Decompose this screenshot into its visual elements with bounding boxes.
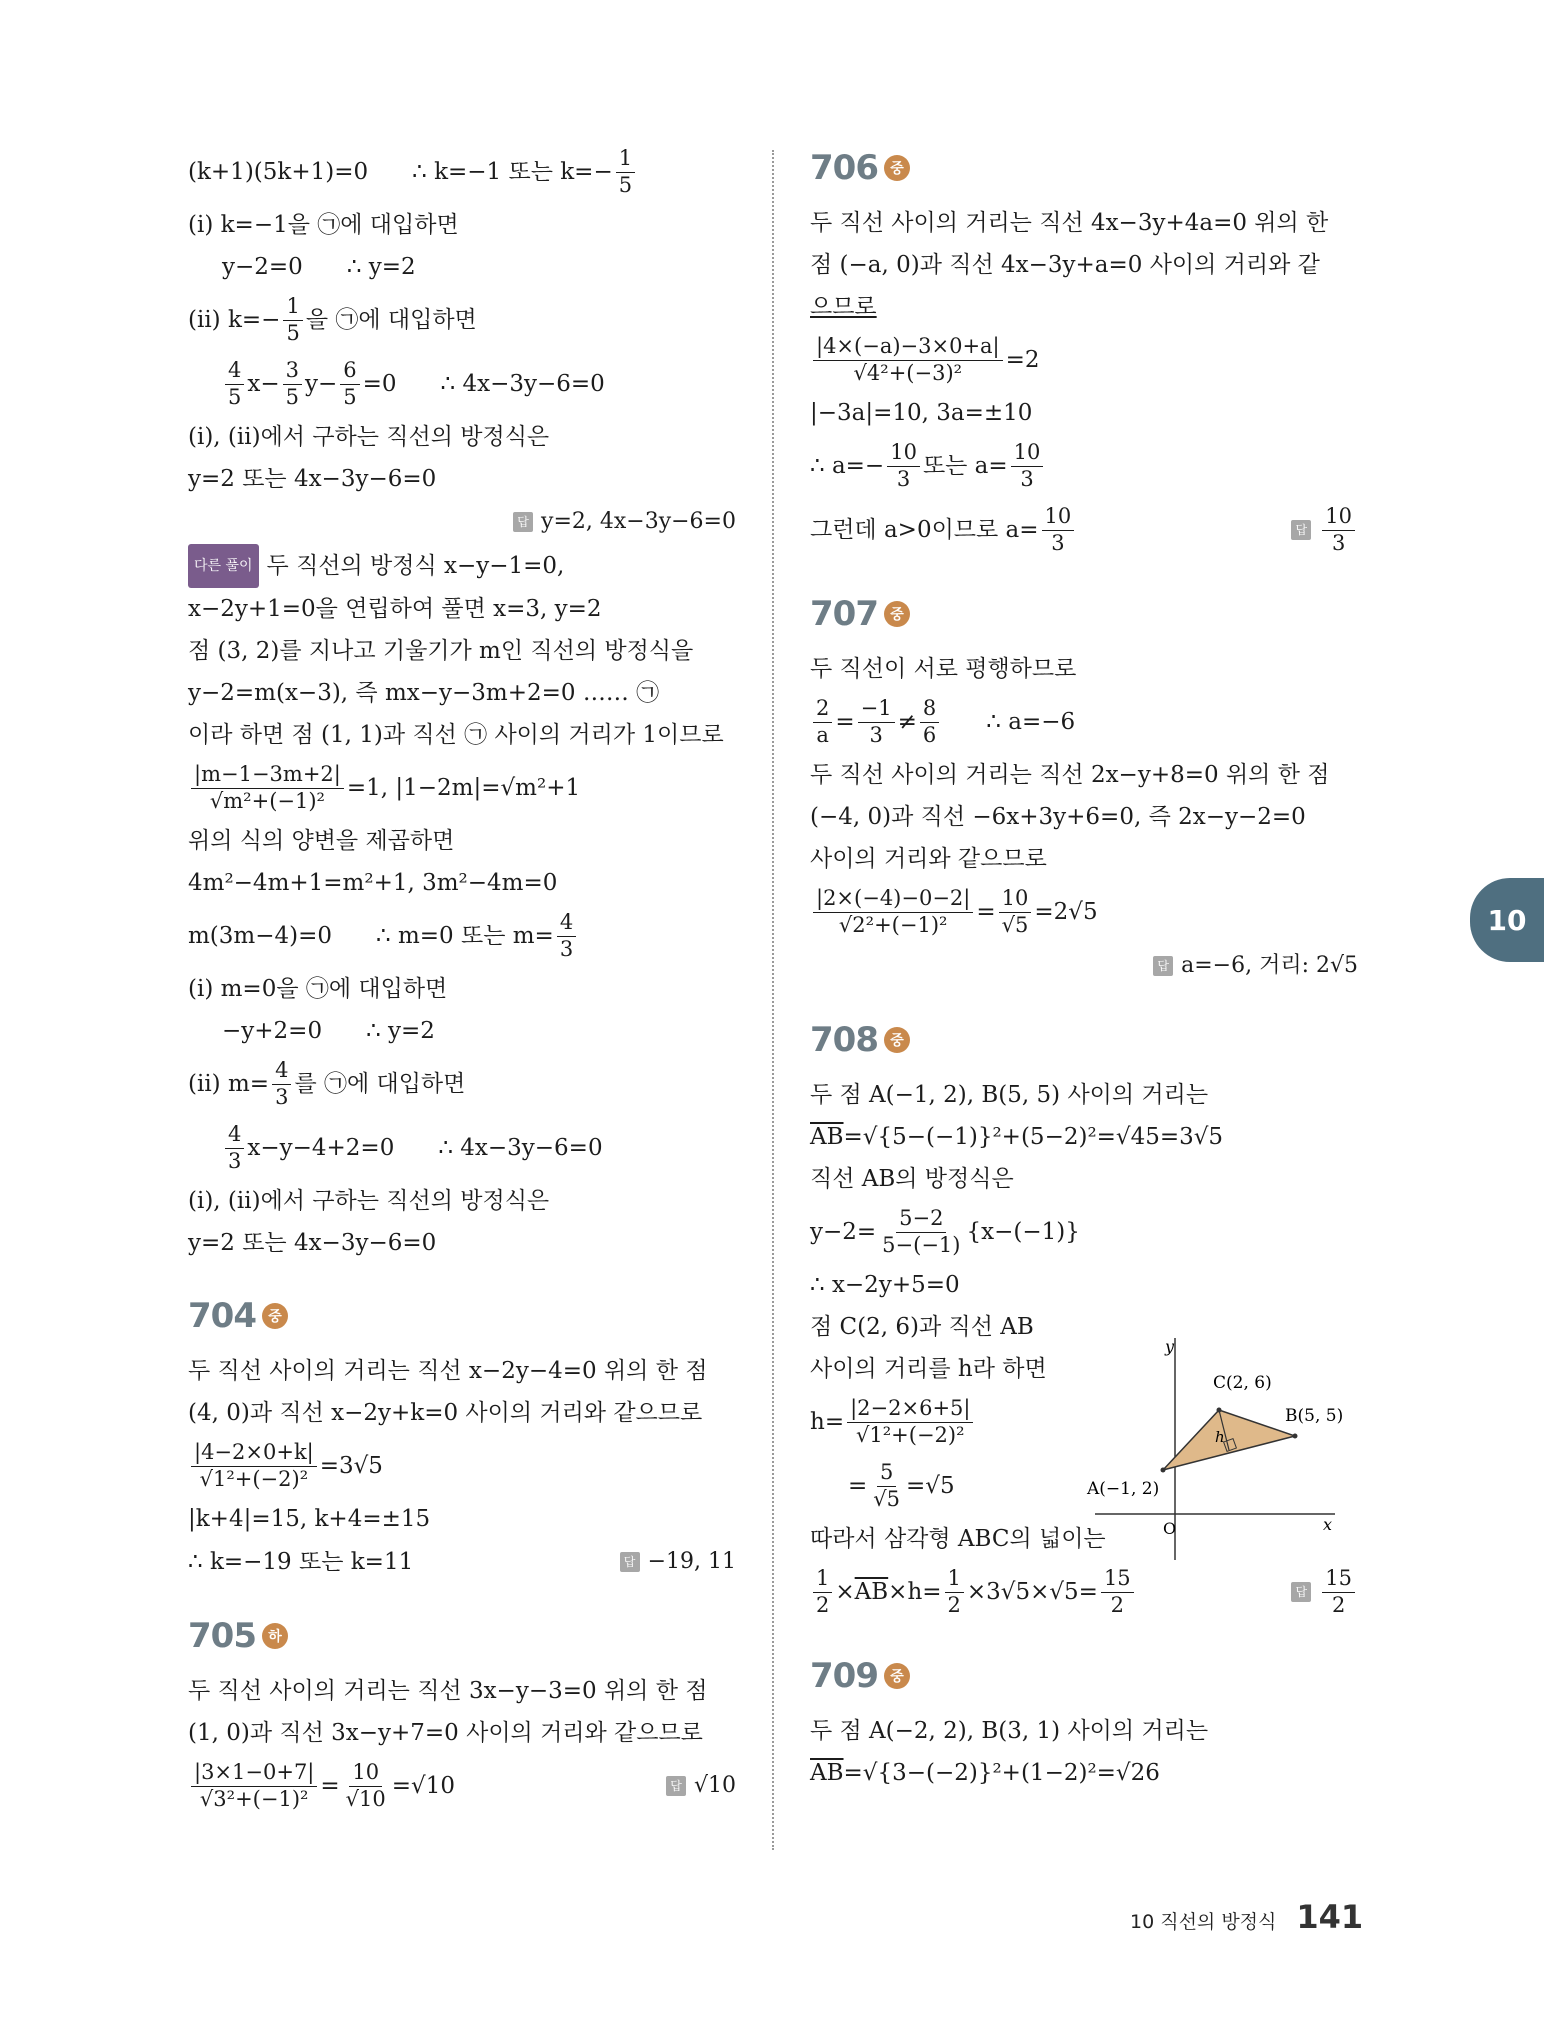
fraction: $\frac{5-2}{5-(-1)}$ (882, 1206, 961, 1257)
solution-line: m(3m−4)=0 ∴ m=0 또는 m= $\frac{4}{3}$ (188, 904, 736, 968)
solution-line: 이라 하면 점 (1, 1)과 직선 ㉠ 사이의 거리가 1이므로 (188, 722, 724, 748)
answer-mark: 답 (620, 1552, 640, 1572)
y-label: y (1165, 1337, 1175, 1356)
answer-707: 답 a=−6, 거리: 2√5 (810, 944, 1358, 988)
equation: ∴ k=−1 또는 k=− (412, 159, 613, 185)
fraction: $\frac{10}{3}$ (1011, 441, 1044, 490)
solution-line: 사이의 거리와 같으므로 (810, 846, 1047, 872)
equation: (k+1)(5k+1)=0 (188, 159, 369, 185)
answer-705: 답 √10 (666, 1764, 736, 1808)
alt-solution-line: 다른 풀이 두 직선의 방정식 x−y−1=0, (188, 544, 736, 588)
solution-line: 두 직선 사이의 거리는 직선 3x−y−3=0 위의 한 점 (188, 1678, 708, 1704)
fraction: $\frac{10}{√10}$ (345, 1760, 386, 1811)
solution-line: 두 점 A(−1, 2), B(5, 5) 사이의 거리는 (810, 1082, 1209, 1108)
solution-line: $\frac{4}{3}$ x−y−4+2=0 ∴ 4x−3y−6=0 (188, 1116, 736, 1180)
solution-line: $\overline{AB}$ =√{5−(−1)}²+(5−2)²=√45=3√5 (810, 1124, 1224, 1150)
solution-line: 4m²−4m+1=m²+1, 3m²−4m=0 (188, 870, 558, 896)
solution-line: 두 직선 사이의 거리는 직선 x−2y−4=0 위의 한 점 (188, 1358, 708, 1384)
solution-line: ∴ x−2y+5=0 (810, 1272, 960, 1298)
solution-line: y=2 또는 4x−3y−6=0 (188, 1230, 437, 1256)
solution-line: 두 직선이 서로 평행하므로 (810, 656, 1077, 682)
fraction: $\frac{|4-2\times 0+k|}{\text{√1²+(−2)²}}$ (191, 1441, 317, 1490)
c-label: C(2, 6) (1213, 1373, 1272, 1393)
fraction: $\frac{|3\times 1-0+7|}{\text{√3²+(−1)²}}$ (191, 1761, 317, 1810)
problem-number: 705 (188, 1616, 256, 1656)
h-label: h (1215, 1428, 1225, 1446)
problem-705-header (188, 1608, 736, 1664)
solution-line: $\frac{4}{5}$ x− $\frac{3}{5}$ y− $\frac{6}{5}$ =0 ∴ 4x−3y−6=0 (188, 352, 736, 416)
solution-line: $\frac{1}{2}$ × $\overline{AB}$ ×h= $\frac{1}{2}$ ×3√5×√5= $\frac{15}{2}$ 답 $\frac{15}{2}$ (810, 1560, 1358, 1624)
fraction: $\frac{|2-2\times 6+5|}{\text{√1²+(−2)²}}$ (847, 1397, 973, 1446)
solution-line: y−2=0 ∴ y=2 (222, 254, 416, 280)
solution-line: (ⅰ), (ⅱ)에서 구하는 직선의 방정식은 (188, 424, 550, 450)
fraction: $\frac{|m-1-3m+2|}{\text{√m²+(−1)²}}$ (191, 763, 344, 812)
fraction: $\frac{1}{2}$ (945, 1567, 964, 1616)
point-b (1293, 1434, 1298, 1439)
solution-line: 두 직선 사이의 거리는 직선 2x−y+8=0 위의 한 점 (810, 762, 1330, 788)
solution-line: y−2=m(x−3), 즉 mx−y−3m+2=0 …… ㉠ (188, 680, 660, 706)
solution-line: |−3a|=10, 3a=±10 (810, 400, 1033, 426)
fraction: $\frac{15}{2}$ (1101, 1567, 1134, 1616)
solution-line: 점 C(2, 6)과 직선 AB (810, 1314, 1034, 1340)
fraction: $\frac{15}{2}$ (1322, 1567, 1355, 1616)
solution-line: 직선 AB의 방정식은 (810, 1166, 1014, 1192)
solution-line: 그런데 a>0이므로 a= $\frac{10}{3}$ 답 $\frac{10}{3}$ (810, 498, 1358, 562)
fraction: $\frac{8}{6}$ (920, 697, 939, 746)
solution-line: x−2y+1=0을 연립하여 풀면 x=3, y=2 (188, 596, 602, 622)
solution-line: (ⅱ) k=− $\frac{1}{5}$ 을 ㉠에 대입하면 (188, 294, 477, 345)
answer-mark: 답 (1291, 520, 1311, 540)
solution-line: $\frac{|4\times(-a)-3\times 0+a|}{\text{√4²+(−3)²}}$ =2 (810, 328, 1358, 392)
solution-line: h= $\frac{|2-2\times 6+5|}{\text{√1²+(−2)²}}$ (810, 1390, 1358, 1454)
solution-line: 으므로 (810, 294, 877, 320)
column-divider (772, 150, 774, 1850)
fraction: $\frac{5}{√5}$ (873, 1460, 901, 1511)
fraction: $\frac{1}{5}$ (283, 295, 302, 344)
fraction: $\frac{1}{2}$ (813, 1567, 832, 1616)
solution-line: |k+4|=15, k+4=±15 (188, 1506, 431, 1532)
problem-number: 709 (810, 1656, 878, 1696)
answer-704: 답 −19, 11 (620, 1540, 736, 1584)
fraction: $\frac{-1}{3}$ (858, 697, 895, 746)
solution-line: 위의 식의 양변을 제곱하면 (188, 828, 455, 854)
solution-line: y=2 또는 4x−3y−6=0 (188, 466, 437, 492)
problem-709-header (810, 1648, 1358, 1704)
solution-line: (−4, 0)과 직선 −6x+3y+6=0, 즉 2x−y−2=0 (810, 804, 1306, 830)
answer-mark: 답 (1153, 956, 1173, 976)
fraction: $\frac{3}{5}$ (283, 359, 302, 408)
problem-707-header (810, 586, 1358, 642)
solution-line: ∴ a=− $\frac{10}{3}$ 또는 a= $\frac{10}{3}$ (810, 434, 1358, 498)
fraction: $\frac{4}{3}$ (272, 1059, 291, 1108)
x-label: x (1323, 1515, 1333, 1534)
difficulty-badge: 중 (884, 1027, 910, 1053)
answer-706 (1291, 505, 1358, 554)
solution-line: 사이의 거리를 h라 하면 (810, 1356, 1047, 1382)
solution-line: (ⅱ) m= $\frac{4}{3}$ 를 ㉠에 대입하면 (188, 1058, 466, 1109)
problem-number: 707 (810, 594, 878, 634)
left-column (188, 140, 736, 1818)
difficulty-badge: 중 (884, 601, 910, 627)
solution-line: = $\frac{5}{√5}$ =√5 (848, 1460, 955, 1511)
difficulty-badge: 하 (262, 1623, 288, 1649)
difficulty-badge: 중 (884, 1663, 910, 1689)
solution-line: $\frac{|2\times(-4)-0-2|}{\text{√2²+(−1)²}}$ = $\frac{10}{√5}$ =2√5 (810, 880, 1358, 944)
fraction: $\frac{10}{3}$ (887, 441, 920, 490)
answer-mark: 답 (666, 1776, 686, 1796)
solution-line: (4, 0)과 직선 x−2y+k=0 사이의 거리와 같으므로 (188, 1400, 703, 1426)
solution-line: (1, 0)과 직선 3x−y+7=0 사이의 거리와 같으므로 (188, 1720, 703, 1746)
solution-line: y−2= $\frac{5-2}{5-(-1)}$ {x−(−1)} (810, 1206, 1080, 1257)
solution-line: $\frac{|4-2\times 0+k|}{\text{√1²+(−2)²}}$ =3√5 (188, 1434, 736, 1498)
problem-704-header (188, 1288, 736, 1344)
fraction: $\frac{10}{3}$ (1322, 505, 1355, 554)
answer-mark: 답 (513, 512, 533, 532)
page-footer (1130, 1898, 1363, 1936)
chapter-side-tab: 10 (1470, 878, 1544, 962)
solution-line: (ⅰ), (ⅱ)에서 구하는 직선의 방정식은 (188, 1188, 550, 1214)
alt-solution-tag: 다른 풀이 (188, 544, 259, 588)
solution-line: (ⅰ) k=−1을 ㉠에 대입하면 (188, 212, 459, 238)
a-label: A(−1, 2) (1087, 1479, 1160, 1499)
point-a (1161, 1468, 1166, 1473)
b-label: B(5, 5) (1285, 1406, 1344, 1426)
fraction: $\frac{10}{√5}$ (999, 887, 1032, 936)
answer-703: 답 y=2, 4x−3y−6=0 (188, 500, 736, 544)
solution-line: $\frac{|m-1-3m+2|}{\text{√m²+(−1)²}}$ =1, |1−2m|=√m²+1 (188, 756, 736, 820)
solution-line: 두 직선 사이의 거리는 직선 4x−3y+4a=0 위의 한 (810, 210, 1329, 236)
page-number: 141 (1296, 1898, 1364, 1936)
problem-708-header (810, 1012, 1358, 1068)
solution-line: (ⅰ) m=0을 ㉠에 대입하면 (188, 976, 448, 1002)
problem-706-header (810, 140, 1358, 196)
problem-number: 704 (188, 1296, 256, 1336)
problem-number: 708 (810, 1020, 878, 1060)
fraction: $\frac{2}{a}$ (813, 697, 832, 746)
triangle-graph (1085, 1330, 1345, 1570)
fraction: $\frac{1}{5}$ (616, 147, 635, 196)
fraction: $\frac{|2\times(-4)-0-2|}{\text{√2²+(−1)²}}$ (813, 887, 973, 936)
solution-line: 점 (−a, 0)과 직선 4x−3y+a=0 사이의 거리와 같 (810, 252, 1320, 278)
solution-line: 점 (3, 2)를 지나고 기울기가 m인 직선의 방정식을 (188, 638, 694, 664)
fraction: $\frac{4}{3}$ (225, 1123, 244, 1172)
origin-label: O (1163, 1519, 1177, 1538)
answer-708 (1291, 1567, 1358, 1616)
solution-line: $\frac{2}{a}$ = $\frac{-1}{3}$ ≠ $\frac{8}{6}$ ∴ a=−6 (810, 690, 1358, 754)
difficulty-badge: 중 (262, 1303, 288, 1329)
fraction: $\frac{|4\times(-a)-3\times 0+a|}{\text{√4²+(−3)²}}$ (813, 335, 1003, 384)
answer-mark: 답 (1291, 1582, 1311, 1602)
fraction: $\frac{10}{3}$ (1042, 505, 1075, 554)
point-c (1217, 1408, 1222, 1413)
solution-line: ∴ k=−19 또는 k=11 답 −19, 11 (188, 1540, 736, 1584)
difficulty-badge: 중 (884, 155, 910, 181)
solution-line (188, 140, 736, 204)
solution-line: $\overline{AB}$ =√{3−(−2)}²+(1−2)²=√26 (810, 1760, 1160, 1786)
solution-line: 따라서 삼각형 ABC의 넓이는 (810, 1526, 1106, 1552)
fraction: $\frac{4}{3}$ (557, 911, 576, 960)
problem-number: 706 (810, 148, 878, 188)
solution-line: $\frac{|3\times 1-0+7|}{\text{√3²+(−1)²}}$ = $\frac{10}{√10}$ =√10 답 √10 (188, 1754, 736, 1818)
chapter-title: 10 직선의 방정식 (1130, 1911, 1277, 1933)
solution-line: 두 점 A(−2, 2), B(3, 1) 사이의 거리는 (810, 1718, 1209, 1744)
fraction: $\frac{4}{5}$ (225, 359, 244, 408)
fraction: $\frac{6}{5}$ (340, 359, 359, 408)
solution-line: −y+2=0 ∴ y=2 (222, 1018, 435, 1044)
